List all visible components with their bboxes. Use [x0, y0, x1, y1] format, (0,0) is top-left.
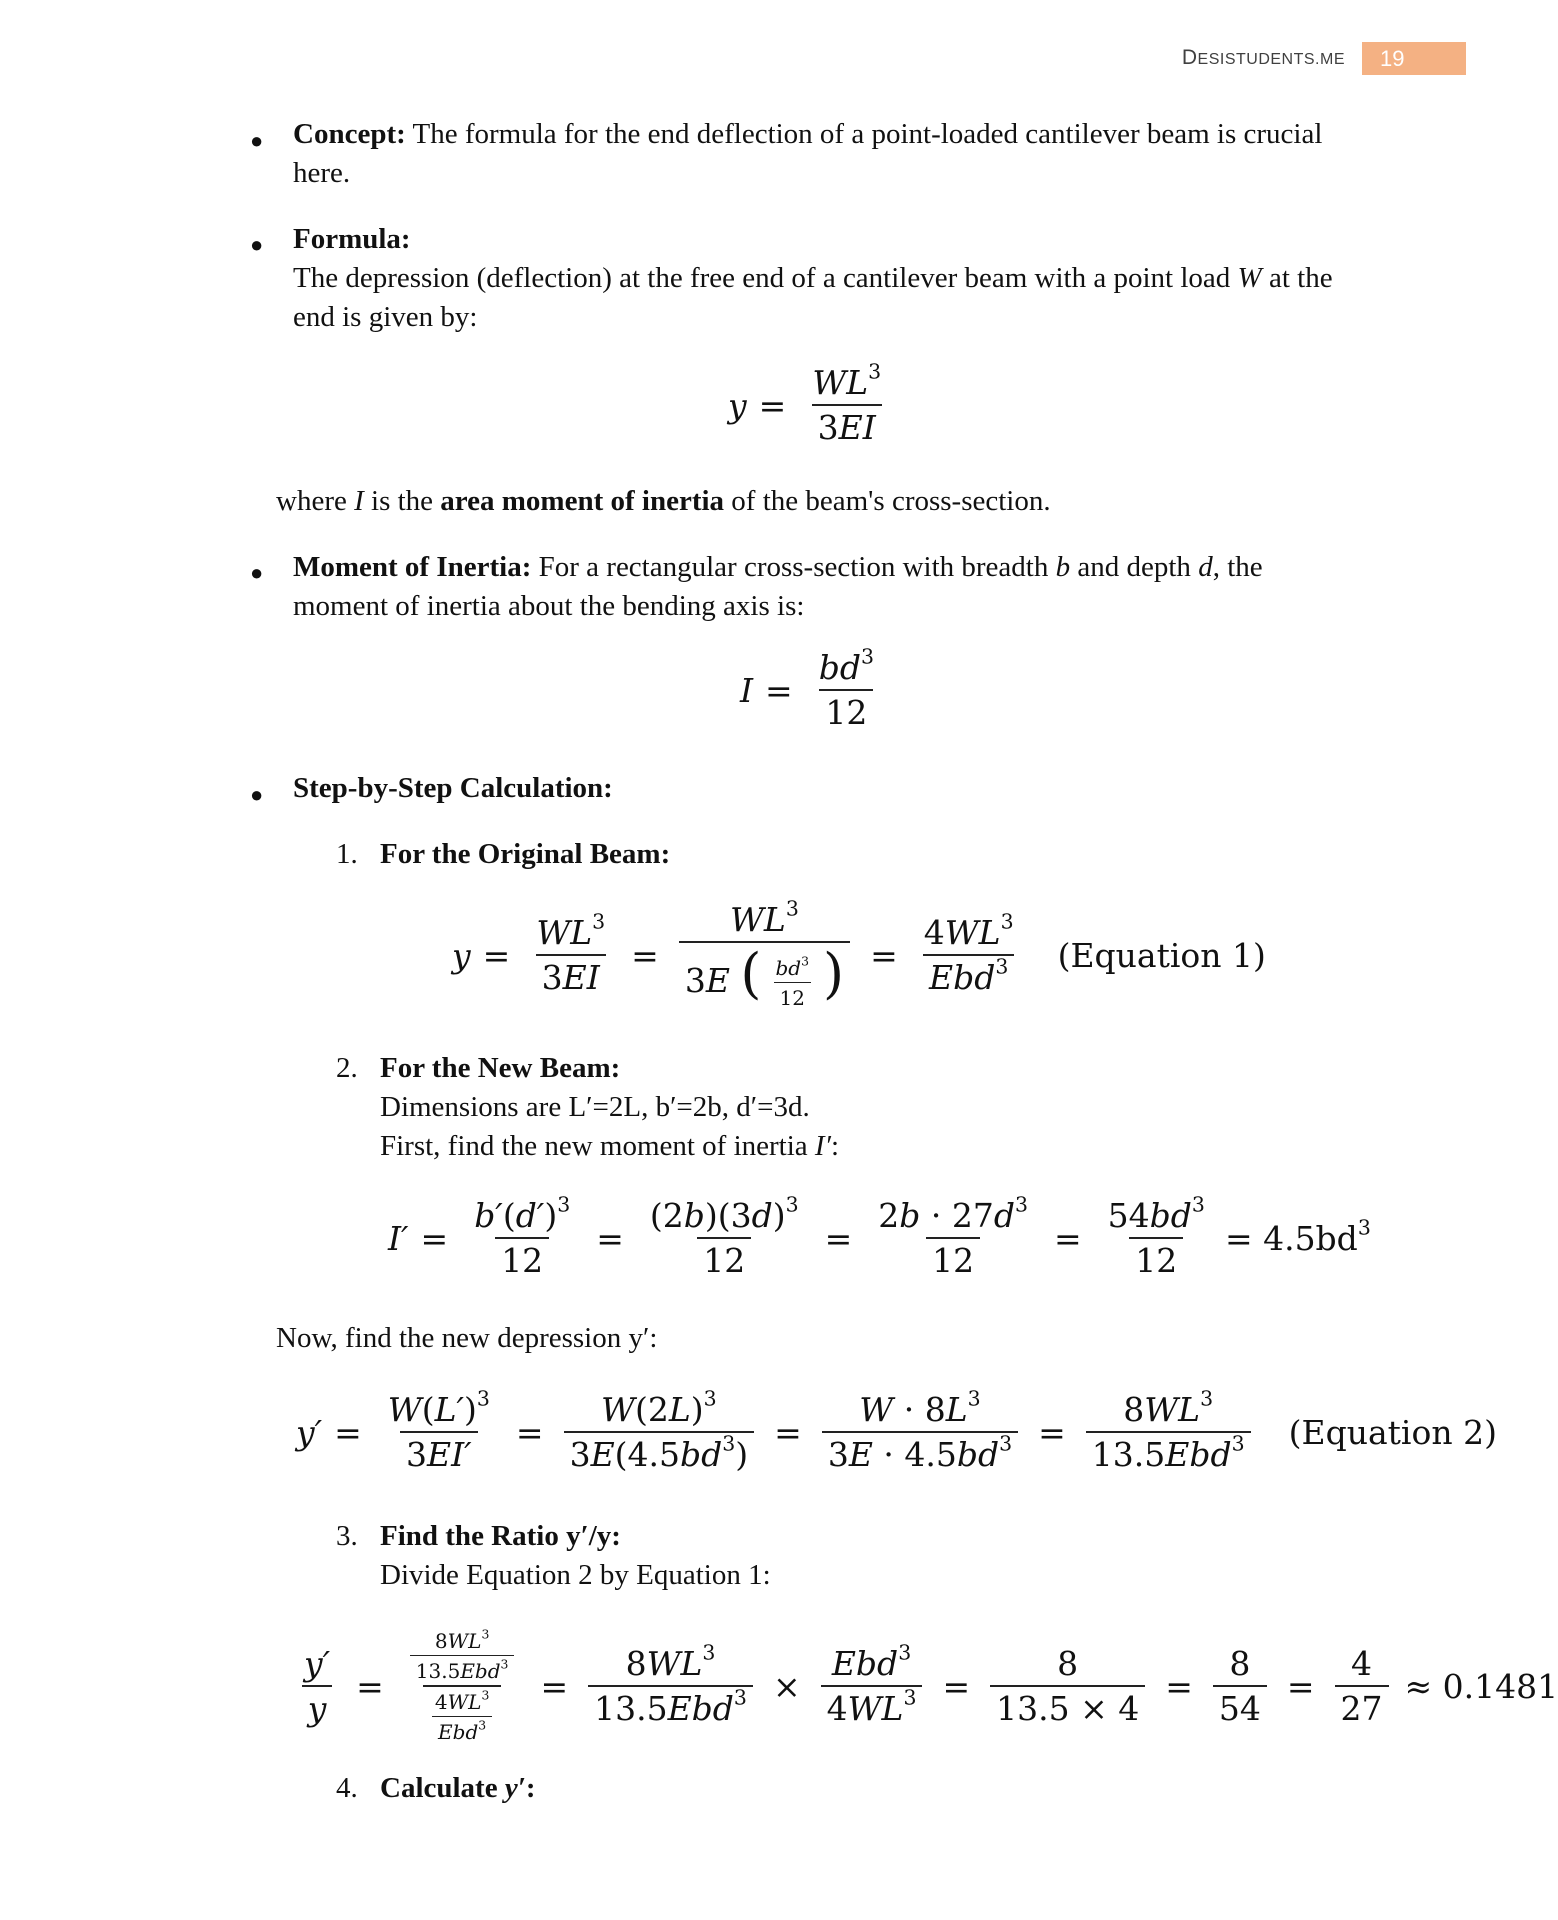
page-number-badge: 19: [1362, 42, 1466, 75]
step-4-number: 4.: [336, 1772, 358, 1804]
site-name-rest: ESISTUDENTS.ME: [1197, 51, 1345, 68]
bullet-icon: ●: [250, 232, 264, 257]
moment-var-d: d: [1198, 551, 1213, 583]
site-name: [1180, 46, 1345, 76]
bullet-icon: ●: [250, 560, 264, 585]
equation-2: y′ = $\frac{W(L')^3}{3EI'}$ = $\frac{W(2L)^3}{3E(4.5bd^3)}$ = $\frac{W \cdot 8L^3}{3E \cdot 4.5bd^3}$ = $\frac{8WL^3}{13.5Ebd^3}$ (Equation 2): [296, 1386, 1497, 1475]
inertia-result: = 4.5bd: [1224, 1219, 1358, 1259]
ratio-equation: $\frac{y'}{y}$ = $\frac{\frac{8WL^3}{13.5Ebd^3}}{\frac{4WL^3}{Ebd^3}}$ = $\frac{8WL^3}{13.5Ebd^3}$ × $\frac{Ebd^3}{4WL^3}$ = $\frac{8}{13.5 \times 4}$ = $\frac{8}{54}$ = $\frac{4}{27}$ ≈ 0.1481: [290, 1630, 1558, 1743]
step-3-line-1: Divide Equation 2 by Equation 1:: [380, 1559, 771, 1591]
inertia-formula: I = $\frac{bd^3}{12}$: [740, 644, 874, 733]
step-4-var: y′: [504, 1772, 526, 1804]
concept-text: The formula for the end deflection of a point-loaded cantilever beam is crucial: [405, 118, 1323, 150]
step-3-label-text: Find the Ratio y′/y:: [380, 1520, 621, 1552]
step-4-label: [380, 1772, 536, 1805]
equation-1-tag: (Equation 1): [1057, 936, 1266, 976]
step-2-line-2-a: First, find the new moment of inertia: [380, 1130, 815, 1162]
step-2-label: [380, 1052, 620, 1085]
concept-line-2: here.: [293, 157, 351, 189]
step-2-line-2-b: :: [830, 1130, 839, 1162]
deflection-formula: y = $\frac{WL^3}{3EI}$: [728, 359, 882, 448]
now-text: Now, find the new depression y′:: [276, 1322, 658, 1354]
step-1-label-text: For the Original Beam:: [380, 838, 671, 870]
formula-var-w: W: [1237, 262, 1262, 294]
formula-label: [293, 223, 411, 256]
moment-var-b: b: [1055, 551, 1071, 583]
step-3-number: 3.: [336, 1520, 358, 1552]
where-line: [276, 485, 1051, 518]
formula-line-2: end is given by:: [293, 301, 478, 333]
moment-line-1-b: and depth: [1070, 551, 1199, 583]
step-2-number: 2.: [336, 1052, 358, 1084]
moment-line-1-a: For a rectangular cross-section with breadth: [531, 551, 1056, 583]
formula-line-1-b: at the: [1261, 262, 1333, 294]
step-2-label-text: For the New Beam:: [380, 1052, 621, 1084]
step-2-line-2: [380, 1130, 839, 1163]
formula-line-1-a: The depression (deflection) at the free end of a cantilever beam with a point load: [293, 262, 1238, 294]
bullet-icon: ●: [250, 782, 264, 807]
step-2-line-1: Dimensions are L′=2L, b′=2b, d′=3d.: [380, 1091, 810, 1123]
step-4-label-b: :: [525, 1772, 536, 1804]
step-3-label: [380, 1520, 621, 1553]
equation-1: y = $\frac{WL^3}{3EI}$ = $WL^3$ 3E ( $\frac{bd^3}{12}$ ) = $\frac{4WL^3}{Ebd^3}$ (Equation 1): [452, 896, 1266, 1011]
moment-line-1-c: , the: [1212, 551, 1263, 583]
formula-line-1: [293, 262, 1333, 295]
concept-label: Concept:: [293, 118, 406, 150]
new-inertia-equation: I′ = $\frac{b'(d')^3}{12}$ = $\frac{(2b)(3d)^3}{12}$ = $\frac{2b \cdot 27d^3}{12}$ = $\frac{54bd^3}{12}$ = $4.5bd^3$: [388, 1192, 1371, 1281]
step-2-var: I′: [814, 1130, 831, 1162]
moment-line-2: moment of inertia about the bending axis is:: [293, 590, 805, 622]
step-1-number: 1.: [336, 838, 358, 870]
where-a: where: [276, 485, 355, 517]
bullet-icon: ●: [250, 128, 264, 153]
site-name-initial: D: [1181, 46, 1198, 69]
where-c: of the beam's cross-section.: [724, 485, 1051, 517]
step-4-label-a: Calculate: [380, 1772, 505, 1804]
steps-label: [293, 772, 613, 805]
where-b: is the: [363, 485, 441, 517]
moment-label: Moment of Inertia:: [293, 551, 532, 583]
step-1-label: [380, 838, 670, 871]
moment-line-1: [293, 551, 1263, 584]
where-bold: area moment of inertia: [440, 485, 725, 517]
ratio-result: ≈ 0.1481: [1404, 1667, 1558, 1706]
equation-2-tag: (Equation 2): [1288, 1413, 1497, 1453]
where-var: I: [354, 485, 364, 517]
steps-label-text: Step-by-Step Calculation:: [293, 772, 613, 804]
formula-label-text: Formula:: [293, 223, 411, 255]
concept-line-1: [293, 118, 1322, 151]
